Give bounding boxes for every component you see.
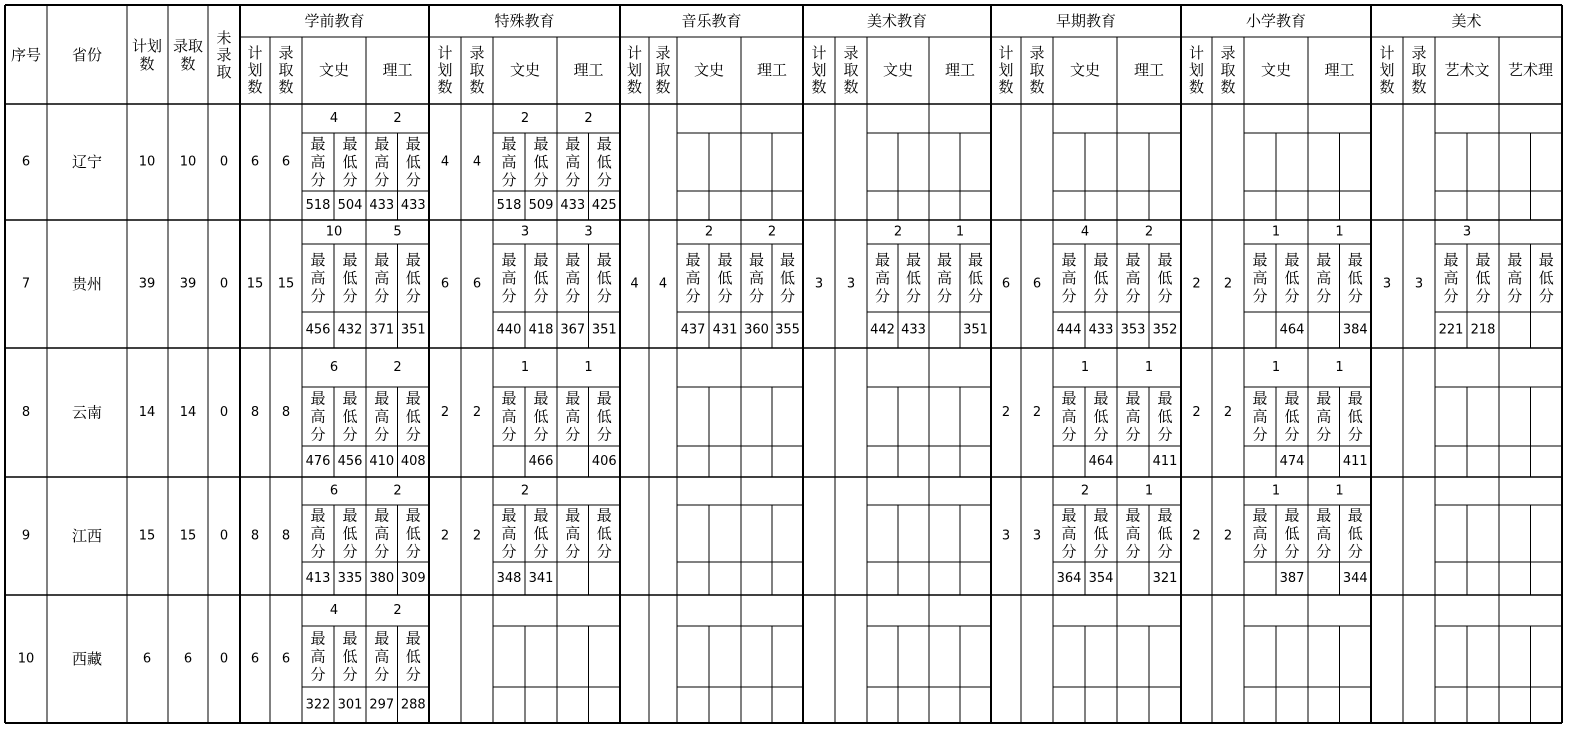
major-plan: 8	[250, 528, 260, 544]
max-score-label: 最高分	[1125, 506, 1141, 561]
score-count: 1	[584, 360, 593, 375]
min-score-label: 最低分	[905, 251, 922, 305]
min-score-label: 最低分	[1093, 506, 1109, 561]
score-count: 1	[1335, 483, 1344, 499]
header-admitted: 录取数	[172, 37, 204, 73]
major-plan: 3	[1382, 276, 1392, 292]
major-plan: 2	[1192, 405, 1201, 420]
score-count: 2	[704, 224, 714, 240]
min-score-label: 最低分	[717, 251, 733, 305]
min-score: 384	[1342, 322, 1368, 338]
max-score-label: 最高分	[1061, 506, 1077, 561]
min-score-label: 最低分	[1284, 251, 1300, 305]
header-sub-plan: 计划数	[1379, 44, 1395, 96]
major-plan: 2	[1001, 405, 1011, 420]
row-not-admitted: 0	[219, 154, 229, 170]
header-sub-admit: 录取数	[1220, 44, 1236, 96]
min-score: 352	[1152, 322, 1178, 338]
min-score: 411	[1152, 454, 1178, 469]
max-score: 433	[369, 198, 395, 213]
min-score: 466	[528, 454, 554, 469]
max-score: 442	[870, 322, 895, 338]
max-score-label: 最高分	[748, 251, 765, 305]
min-score: 433	[400, 198, 426, 213]
max-score-label: 最高分	[565, 251, 581, 305]
min-score-label: 最低分	[533, 251, 549, 305]
score-count: 3	[520, 224, 530, 240]
score-count: 2	[584, 111, 593, 126]
min-score-label: 最低分	[342, 506, 358, 561]
row-not-admitted: 0	[219, 528, 229, 544]
max-score-label: 最高分	[1252, 506, 1268, 561]
score-count: 2	[893, 224, 903, 240]
min-score: 301	[337, 697, 363, 713]
max-score-label: 最高分	[374, 506, 390, 561]
header-sub-admit: 录取数	[469, 44, 485, 96]
header-sub-plan: 计划数	[626, 44, 643, 96]
row-province: 辽宁	[71, 153, 103, 171]
score-count: 2	[393, 360, 402, 375]
min-score: 288	[400, 697, 426, 713]
score-count: 3	[1462, 224, 1472, 240]
major-admit: 4	[472, 154, 482, 170]
min-score: 351	[591, 322, 617, 338]
score-count: 1	[1271, 360, 1281, 375]
min-score: 411	[1342, 454, 1368, 469]
max-score: 367	[560, 322, 586, 338]
header-plan: 计划数	[131, 37, 163, 73]
max-score: 444	[1056, 322, 1082, 338]
header-sub-admit: 录取数	[655, 44, 671, 96]
major-plan: 4	[440, 154, 450, 170]
major-plan: 6	[250, 651, 260, 667]
major-admit: 3	[846, 276, 856, 292]
min-score: 464	[1088, 454, 1114, 469]
major-plan: 6	[250, 154, 260, 170]
score-count: 1	[1271, 224, 1281, 240]
header-major-6: 小学教育	[1245, 12, 1307, 30]
header-wenshi: 文史	[693, 61, 725, 79]
min-score-label: 最低分	[1157, 506, 1173, 561]
max-score-label: 最高分	[501, 389, 517, 444]
score-count: 1	[1144, 483, 1154, 499]
min-score: 351	[400, 322, 426, 338]
min-score-label: 最低分	[1284, 389, 1300, 444]
max-score-label: 最高分	[1316, 251, 1332, 305]
max-score-label: 最高分	[565, 135, 581, 189]
row-seq: 7	[21, 276, 31, 292]
max-score: 353	[1120, 322, 1146, 338]
score-count: 5	[393, 224, 402, 240]
score-count: 1	[520, 360, 530, 375]
header-province: 省份	[71, 46, 103, 64]
row-seq: 10	[17, 651, 35, 667]
max-score-label: 最高分	[310, 251, 326, 305]
max-score-label: 最高分	[501, 506, 517, 561]
row-not-admitted: 0	[219, 651, 229, 667]
max-score-label: 最高分	[565, 389, 581, 444]
major-plan: 3	[814, 276, 824, 292]
header-sub-admit: 录取数	[843, 44, 859, 96]
header-wenshi: 艺术文	[1444, 61, 1490, 79]
header-ligong: 理工	[1324, 61, 1355, 79]
max-score: 360	[744, 322, 769, 338]
header-sub-admit: 录取数	[1411, 44, 1427, 96]
max-score-label: 最高分	[565, 506, 581, 561]
max-score-label: 最高分	[874, 251, 891, 305]
major-admit: 2	[472, 528, 482, 544]
max-score-label: 最高分	[1316, 389, 1332, 444]
min-score-label: 最低分	[779, 251, 796, 305]
row-admitted: 39	[179, 276, 197, 292]
min-score-label: 最低分	[1475, 251, 1491, 305]
min-score: 344	[1342, 571, 1368, 586]
row-admitted: 10	[179, 154, 197, 170]
header-wenshi: 文史	[1069, 61, 1101, 79]
score-count: 1	[1144, 360, 1154, 375]
row-plan: 15	[138, 528, 156, 544]
max-score-label: 最高分	[1316, 506, 1332, 561]
row-seq: 9	[21, 528, 31, 544]
major-plan: 2	[440, 405, 450, 420]
score-count: 1	[1080, 360, 1090, 375]
min-score-label: 最低分	[1157, 251, 1173, 305]
max-score-label: 最高分	[936, 251, 953, 305]
major-plan: 2	[1192, 276, 1201, 292]
max-score: 518	[496, 198, 522, 213]
major-admit: 3	[1032, 528, 1042, 544]
score-count: 4	[329, 111, 339, 126]
max-score-label: 最高分	[1443, 251, 1459, 305]
score-count: 2	[393, 111, 402, 126]
header-not-admitted: 未录取	[216, 29, 232, 81]
max-score-label: 最高分	[1125, 251, 1141, 305]
header-major-2: 特殊教育	[494, 12, 555, 30]
header-major-3: 音乐教育	[681, 12, 742, 30]
row-plan: 6	[142, 651, 152, 667]
min-score-label: 最低分	[1347, 389, 1363, 444]
max-score: 456	[305, 322, 331, 338]
major-plan: 2	[440, 528, 450, 544]
min-score: 218	[1470, 322, 1496, 338]
header-major-4: 美术教育	[866, 12, 928, 30]
major-admit: 4	[658, 276, 668, 292]
min-score-label: 最低分	[1347, 251, 1363, 305]
min-score-label: 最低分	[1093, 389, 1109, 444]
min-score: 309	[400, 571, 426, 586]
major-admit: 6	[281, 651, 291, 667]
major-admit: 2	[1223, 528, 1233, 544]
min-score: 433	[1088, 322, 1114, 338]
min-score-label: 最低分	[342, 389, 358, 444]
min-score: 387	[1279, 571, 1305, 586]
header-ligong: 艺术理	[1507, 61, 1554, 79]
header-sub-admit: 录取数	[278, 44, 294, 96]
header-major-5: 早期教育	[1055, 12, 1117, 30]
max-score-label: 最高分	[1125, 389, 1141, 444]
min-score-label: 最低分	[533, 135, 549, 189]
min-score: 432	[337, 322, 363, 338]
max-score-label: 最高分	[310, 506, 326, 561]
max-score: 348	[496, 571, 522, 586]
major-plan: 6	[440, 276, 450, 292]
row-plan: 39	[138, 276, 156, 292]
row-admitted: 14	[179, 405, 197, 420]
max-score-label: 最高分	[310, 389, 326, 444]
score-count: 1	[1271, 483, 1281, 499]
score-count: 1	[955, 224, 965, 240]
max-score: 433	[560, 198, 586, 213]
header-wenshi: 文史	[509, 61, 541, 79]
score-count: 2	[1080, 483, 1090, 499]
major-plan: 2	[1192, 528, 1201, 544]
min-score: 431	[712, 322, 738, 338]
min-score-label: 最低分	[533, 389, 549, 444]
min-score: 504	[337, 198, 363, 213]
max-score: 380	[369, 571, 395, 586]
min-score: 433	[901, 322, 926, 338]
min-score-label: 最低分	[1538, 251, 1554, 305]
min-score: 408	[400, 454, 426, 469]
score-count: 2	[767, 224, 777, 240]
min-score: 509	[528, 198, 554, 213]
min-score: 474	[1279, 454, 1305, 469]
header-major-7: 美术	[1451, 12, 1482, 30]
major-admit: 8	[281, 405, 291, 420]
header-wenshi: 文史	[318, 61, 350, 79]
header-sub-admit: 录取数	[1029, 44, 1045, 96]
score-count: 10	[325, 224, 343, 240]
table-cells	[11, 12, 1554, 713]
score-count: 4	[1080, 224, 1090, 240]
max-score: 518	[305, 198, 331, 213]
row-seq: 6	[21, 154, 31, 170]
major-admit: 2	[1223, 405, 1233, 420]
max-score-label: 最高分	[374, 389, 390, 444]
max-score: 322	[305, 697, 331, 713]
min-score-label: 最低分	[596, 135, 612, 189]
major-plan: 6	[1001, 276, 1011, 292]
header-wenshi: 文史	[882, 61, 914, 79]
min-score-label: 最低分	[342, 629, 358, 684]
header-ligong: 理工	[944, 61, 976, 79]
row-not-admitted: 0	[219, 276, 229, 292]
major-admit: 6	[1032, 276, 1042, 292]
header-sub-plan: 计划数	[437, 44, 453, 96]
major-admit: 15	[277, 276, 295, 292]
min-score-label: 最低分	[342, 251, 358, 305]
max-score: 440	[496, 322, 522, 338]
max-score: 476	[305, 454, 331, 469]
row-not-admitted: 0	[219, 405, 229, 420]
score-count: 2	[520, 111, 530, 126]
row-province: 云南	[71, 403, 103, 422]
max-score: 364	[1056, 571, 1082, 586]
major-plan: 4	[630, 276, 639, 292]
min-score-label: 最低分	[596, 506, 612, 561]
header-wenshi: 文史	[1260, 61, 1292, 79]
score-count: 2	[393, 603, 402, 618]
major-plan: 15	[246, 276, 264, 292]
score-count: 3	[584, 224, 593, 240]
score-count: 6	[329, 360, 339, 375]
header-seq: 序号	[10, 46, 42, 64]
max-score-label: 最高分	[1252, 251, 1268, 305]
min-score-label: 最低分	[1284, 506, 1300, 561]
max-score-label: 最高分	[374, 251, 390, 305]
min-score: 425	[591, 198, 617, 213]
major-plan: 3	[1001, 528, 1011, 544]
header-ligong: 理工	[382, 61, 413, 79]
score-count: 2	[1144, 224, 1154, 240]
score-count: 2	[520, 483, 530, 499]
max-score-label: 最高分	[685, 251, 701, 305]
max-score-label: 最高分	[374, 629, 390, 684]
major-admit: 6	[281, 154, 291, 170]
header-sub-plan: 计划数	[811, 44, 827, 96]
major-plan: 8	[250, 405, 260, 420]
row-province: 江西	[71, 527, 103, 545]
major-admit: 2	[1223, 276, 1233, 292]
min-score-label: 最低分	[342, 135, 358, 189]
min-score-label: 最低分	[405, 135, 421, 189]
max-score-label: 最高分	[374, 135, 390, 189]
row-province: 贵州	[71, 275, 103, 293]
major-admit: 8	[281, 528, 291, 544]
row-seq: 8	[21, 405, 31, 420]
max-score-label: 最高分	[310, 629, 326, 684]
min-score: 354	[1088, 571, 1114, 586]
major-admit: 3	[1414, 276, 1424, 292]
max-score-label: 最高分	[501, 135, 517, 189]
header-ligong: 理工	[1133, 61, 1165, 79]
score-count: 1	[1335, 360, 1344, 375]
min-score-label: 最低分	[405, 251, 421, 305]
min-score-label: 最低分	[405, 629, 421, 684]
max-score: 437	[680, 322, 706, 338]
score-count: 2	[393, 483, 402, 499]
max-score-label: 最高分	[501, 251, 517, 305]
min-score: 464	[1279, 322, 1305, 338]
max-score: 371	[369, 322, 395, 338]
header-sub-plan: 计划数	[998, 44, 1014, 96]
major-admit: 2	[472, 405, 482, 420]
min-score: 341	[528, 571, 554, 586]
min-score: 456	[337, 454, 363, 469]
score-count: 4	[329, 603, 339, 618]
max-score-label: 最高分	[1061, 389, 1077, 444]
row-admitted: 15	[179, 528, 197, 544]
min-score: 335	[337, 571, 363, 586]
max-score-label: 最高分	[1061, 251, 1077, 305]
max-score-label: 最高分	[1507, 251, 1523, 305]
row-plan: 10	[138, 154, 156, 170]
max-score: 221	[1438, 322, 1464, 338]
table-grid-lines	[5, 5, 1562, 723]
row-plan: 14	[138, 405, 156, 420]
min-score-label: 最低分	[596, 389, 612, 444]
header-ligong: 理工	[756, 61, 788, 79]
row-admitted: 6	[183, 651, 193, 667]
min-score-label: 最低分	[1157, 389, 1173, 444]
min-score: 418	[528, 322, 554, 338]
score-count: 6	[329, 483, 339, 499]
score-count: 1	[1335, 224, 1344, 240]
max-score: 297	[369, 697, 395, 713]
major-admit: 2	[1032, 405, 1042, 420]
min-score-label: 最低分	[1093, 251, 1109, 305]
min-score-label: 最低分	[967, 251, 984, 305]
max-score: 413	[305, 571, 331, 586]
min-score-label: 最低分	[1347, 506, 1363, 561]
min-score: 321	[1152, 571, 1178, 586]
max-score-label: 最高分	[1252, 389, 1268, 444]
min-score-label: 最低分	[533, 506, 549, 561]
major-admit: 6	[472, 276, 482, 292]
min-score: 406	[591, 454, 617, 469]
min-score: 355	[775, 322, 800, 338]
max-score-label: 最高分	[310, 135, 326, 189]
min-score-label: 最低分	[596, 251, 612, 305]
header-ligong: 理工	[573, 61, 604, 79]
min-score-label: 最低分	[405, 506, 421, 561]
row-province: 西藏	[71, 650, 103, 668]
min-score-label: 最低分	[405, 389, 421, 444]
header-sub-plan: 计划数	[1188, 44, 1205, 96]
max-score: 410	[369, 454, 395, 469]
header-major-1: 学前教育	[304, 12, 365, 30]
header-sub-plan: 计划数	[247, 44, 263, 96]
min-score: 351	[963, 322, 988, 338]
